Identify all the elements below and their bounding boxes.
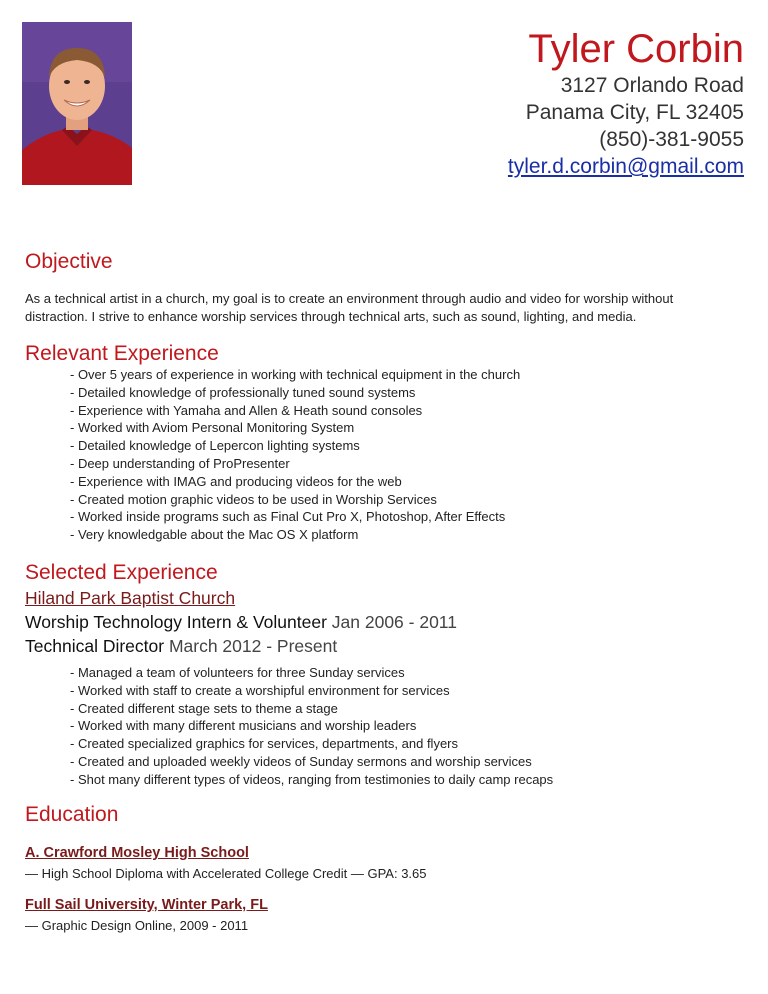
- portrait-image: [22, 22, 132, 185]
- education-heading: Education: [25, 803, 119, 826]
- school-detail: — High School Diploma with Accelerated College Credit — GPA: 3.65: [25, 866, 427, 881]
- school-detail: — Graphic Design Online, 2009 - 2011: [25, 918, 249, 933]
- list-item: - Experience with IMAG and producing videos for the web: [70, 473, 402, 489]
- candidate-name: Tyler Corbin: [528, 27, 744, 71]
- organization-link[interactable]: Hiland Park Baptist Church: [25, 588, 236, 608]
- list-item: - Created and uploaded weekly videos of Sunday sermons and worship services: [70, 753, 532, 769]
- relevant-experience-heading: Relevant Experience: [25, 342, 219, 365]
- role-title: Technical Director: [25, 636, 165, 656]
- contact-header: [508, 26, 744, 180]
- list-item: - Managed a team of volunteers for three Sunday services: [70, 665, 405, 680]
- objective-heading: Objective: [25, 250, 113, 273]
- profile-photo: [22, 22, 132, 185]
- list-item: - Over 5 years of experience in working with technical equipment in the church: [70, 367, 521, 382]
- selected-experience-heading: Selected Experience: [25, 561, 218, 584]
- selected-experience-list: [70, 664, 553, 789]
- school-link-mosley[interactable]: A. Crawford Mosley High School: [25, 845, 249, 861]
- list-item: - Worked with many different musicians and worship leaders: [70, 718, 417, 734]
- role-intern: [25, 612, 457, 633]
- list-item: - Very knowledgable about the Mac OS X platform: [70, 527, 359, 543]
- list-item: - Detailed knowledge of Lepercon lighting systems: [70, 438, 360, 454]
- objective-line-2: distraction. I strive to enhance worship services through technical arts, such as sound, lighting, and media.: [25, 309, 637, 324]
- list-item: - Created specialized graphics for services, departments, and flyers: [70, 736, 459, 752]
- role-title: Worship Technology Intern & Volunteer: [25, 612, 327, 632]
- relevant-experience-list: [70, 366, 520, 544]
- list-item: - Experience with Yamaha and Allen & Heath sound consoles: [70, 402, 423, 418]
- role-dates: Jan 2006 - 2011: [331, 612, 457, 632]
- objective-text: [25, 290, 749, 326]
- list-item: - Shot many different types of videos, ranging from testimonies to daily camp recaps: [70, 771, 554, 787]
- address-line-1: 3127 Orlando Road: [560, 74, 744, 97]
- list-item: - Deep understanding of ProPresenter: [70, 455, 290, 471]
- role-dates: March 2012 - Present: [168, 636, 338, 656]
- list-item: - Worked inside programs such as Final Cut Pro X, Photoshop, After Effects: [70, 509, 506, 525]
- email-link[interactable]: tyler.d.corbin@gmail.com: [507, 155, 744, 178]
- school-link-full-sail[interactable]: Full Sail University, Winter Park, FL: [25, 897, 268, 913]
- list-item: - Detailed knowledge of professionally tuned sound systems: [70, 384, 416, 400]
- list-item: - Created different stage sets to theme a stage: [70, 700, 338, 716]
- list-item: - Worked with Aviom Personal Monitoring System: [70, 420, 355, 436]
- list-item: - Created motion graphic videos to be used in Worship Services: [70, 491, 437, 507]
- address-line-2: Panama City, FL 32405: [525, 101, 744, 124]
- role-technical-director: [25, 636, 337, 657]
- phone-number: (850)-381-9055: [599, 128, 744, 151]
- list-item: - Worked with staff to create a worshipful environment for services: [70, 682, 450, 698]
- objective-line-1: As a technical artist in a church, my goal is to create an environment through audio and video for worship without: [25, 291, 674, 306]
